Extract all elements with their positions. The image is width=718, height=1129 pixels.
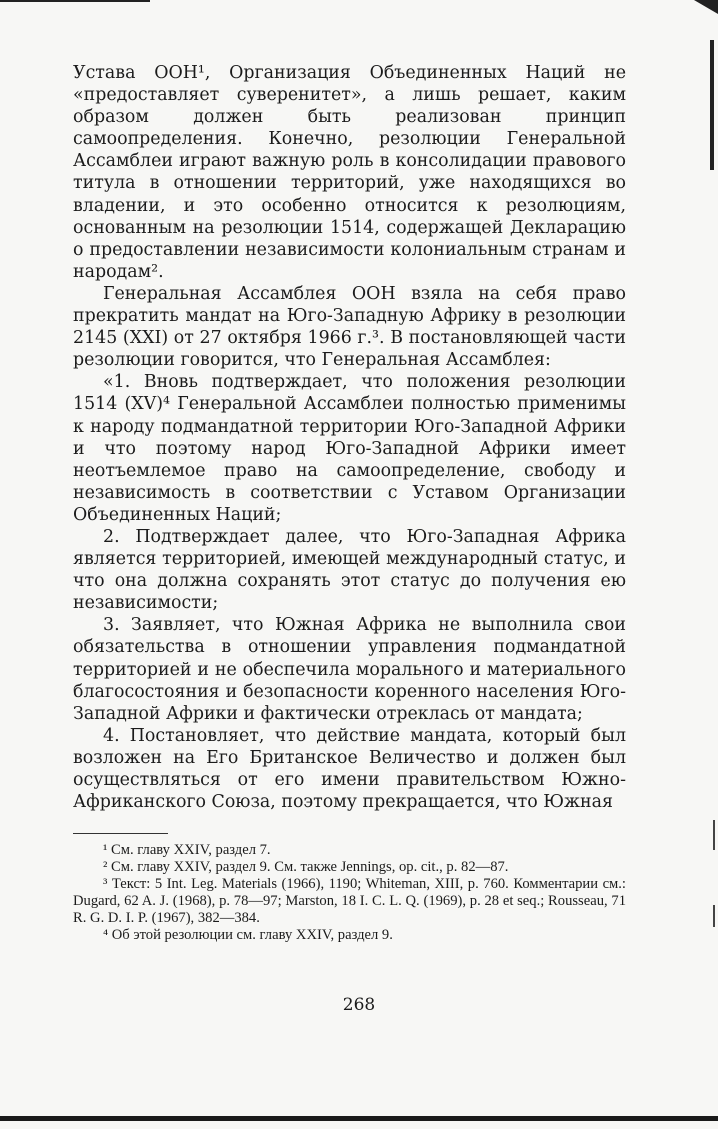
body-paragraph: Устава ООН¹, Организация Объединенных Наций не «предоставляет суверенитет», а лишь решает, каким образом должен быть реализован принцип самоопределения. Конечно, резолюции Генеральной Ассамблеи играют важную роль в консолидации правового титула в отношении территорий, уже находящихся во владении, и это особенно относится к резолюциям, основанным на резолюции 1514, содержащей Декларацию о предоставлении независимости колониальным странам и народам². [73,63,626,282]
quote-item-4: 4. Постановляет, что действие мандата, который был возложен на Его Британское Величество и должен был осуществляться от его имени правительством Южно-Африканского Союза, поэтому прекращается, что Южная [73,725,626,813]
quote-item-2: 2. Подтверждает далее, что Юго-Западная Африка является территорией, имеющей международный статус, и что она должна сохранять этот статус до получения ею независимости; [73,526,626,614]
quote-item-3: 3. Заявляет, что Южная Африка не выполнила свои обязательства в отношении управления подмандатной территорией и не обеспечила морального и материального благосостояния и безопасности коренного населения Юго-Западной Африки и фактически отреклась от мандата; [73,615,626,724]
scan-speck [713,905,715,927]
scan-corner-mark [694,0,718,14]
quote-item-1: «1. Вновь подтверждает, что положения резолюции 1514 (XV)⁴ Генеральной Ассамблеи полностью применимы к народу подмандатной территории Юго-Западной Африки и что поэтому народ Юго-Западной Африки имеет неотъемлемое право на самоопределение, свободу и независимость в соответствии с Уставом Организации Объединенных Наций; [73,372,626,525]
footnote-1: ¹ См. главу XXIV, раздел 7. [103,842,271,859]
page-number: 268 [342,995,376,1015]
scan-edge-top [0,0,150,2]
scan-edge-bottom [0,1116,718,1121]
scan-edge-right [710,40,714,170]
scan-speck [713,820,715,850]
footnote-3: ³ Текст: 5 Int. Leg. Materials (1966), 1190; Whiteman, XIII, p. 760. Комментарии см.: Dugard, 62 A. J. (1968), p. 78—97; Marston, 18 I. C. L. Q. (1969), p. 28 et seq.; Rousseau, 71 R. G. D. I. P. (1967), 382—384. [73,876,626,927]
footnote-separator [73,833,168,834]
footnote-2: ² См. главу XXIV, раздел 9. См. также Jennings, op. cit., p. 82—87. [103,859,509,876]
page-text-block [73,62,626,944]
footnote-4: ⁴ Об этой резолюции см. главу XXIV, раздел 9. [103,927,393,944]
body-paragraph: Генеральная Ассамблея ООН взяла на себя право прекратить мандат на Юго-Западную Африку в резолюции 2145 (XXI) от 27 октября 1966 г.³. В постановляющей части резолюции говорится, что Генеральная Ассамблея: [73,283,626,371]
